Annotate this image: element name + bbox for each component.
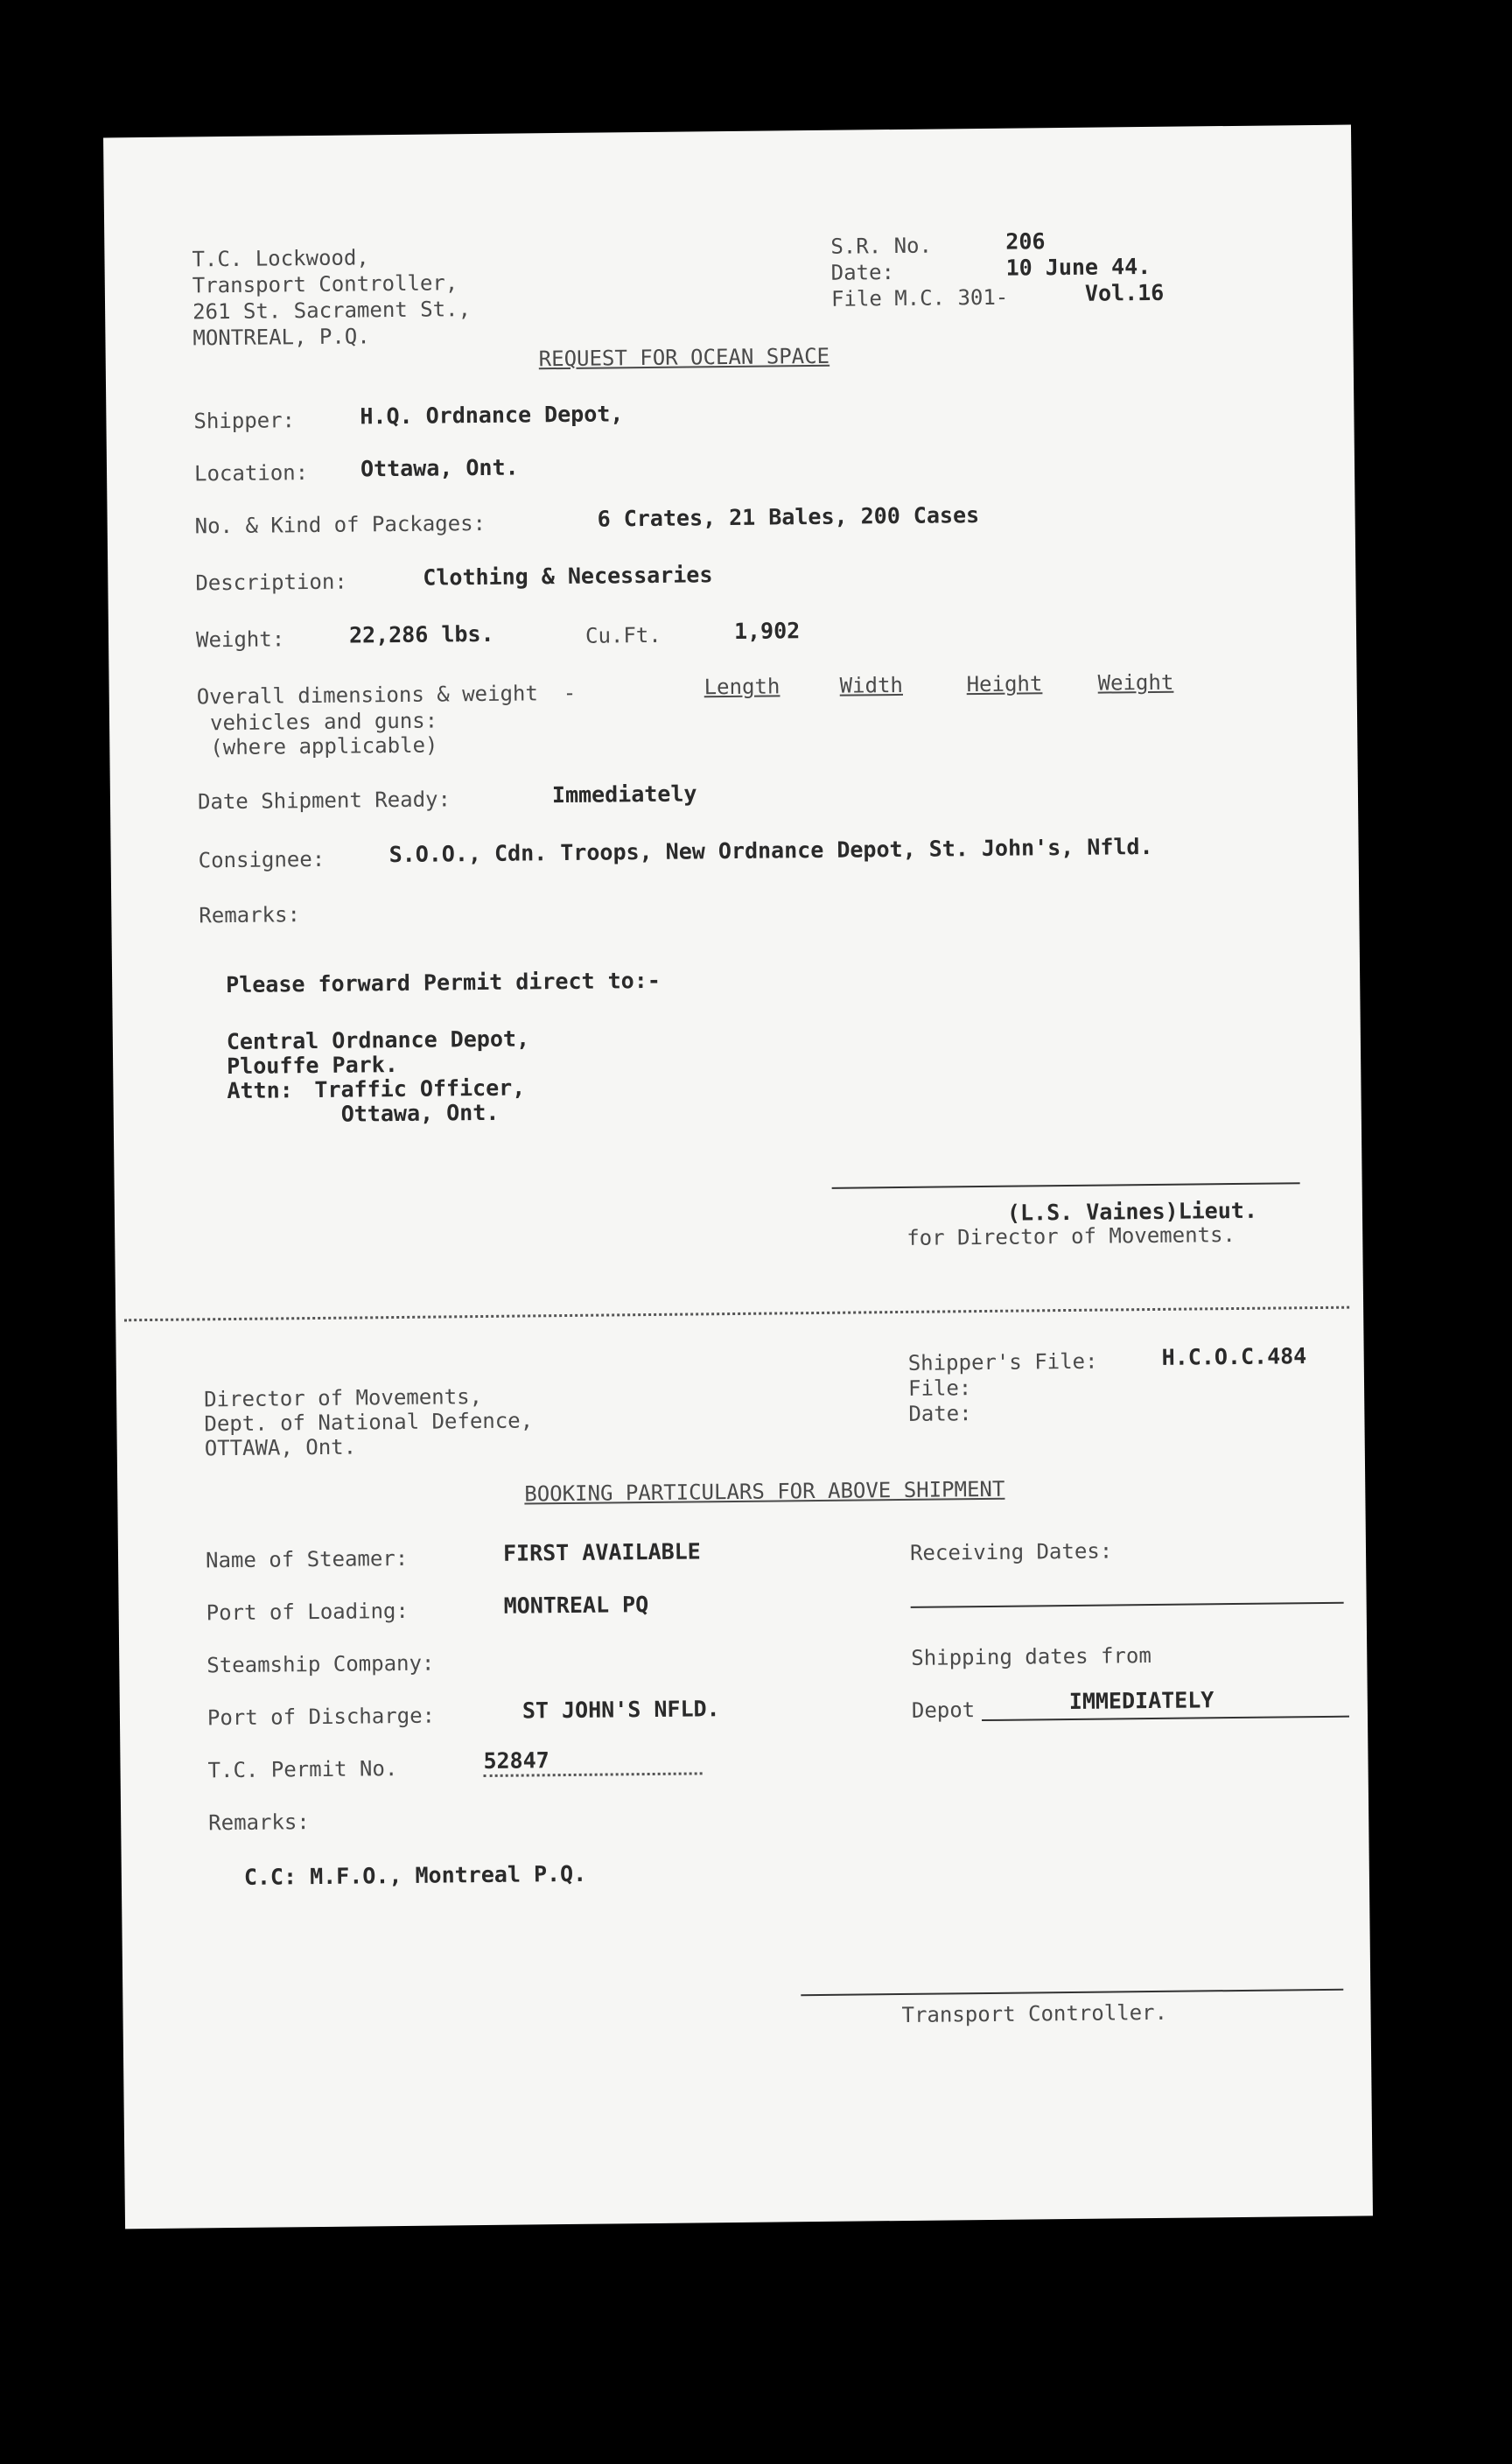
recipient-line: OTTAWA, Ont. [204,1434,357,1461]
receiving-label: Receiving Dates: [909,1538,1113,1565]
steamer-value: FIRST AVAILABLE [502,1538,701,1566]
signer-name: (L.S. Vaines)Lieut. [1006,1197,1258,1226]
ready-label: Date Shipment Ready: [197,787,452,815]
steamer-label: Name of Steamer: [205,1545,409,1573]
booking-remarks-value: C.C: M.F.O., Montreal P.Q. [243,1860,587,1890]
cuft-label: Cu.Ft. [584,622,662,648]
shipper-label: Shipper: [193,408,296,434]
permit-value: 52847 [483,1747,550,1774]
sender-line: T.C. Lockwood, [192,245,369,272]
booking-remarks-label: Remarks: [208,1810,310,1836]
dimensions-sub: vehicles and guns: [209,708,438,736]
recipient-line: Dept. of National Defence, [204,1408,534,1437]
date-label-2: Date: [908,1401,972,1426]
file-label-2: File: [907,1376,972,1401]
discharge-label: Port of Discharge: [206,1703,436,1731]
packages-label: No. & Kind of Packages: [194,510,486,539]
sr-value: 206 [1005,228,1046,255]
remarks-line: Central Ordnance Depot, [226,1026,530,1055]
company-label: Steamship Company: [206,1650,435,1678]
weight-label: Weight: [195,626,285,653]
recipient-line: Director of Movements, [203,1384,483,1412]
location-value: Ottawa, Ont. [360,454,519,482]
consignee-label: Consignee: [198,846,326,873]
sender-line: MONTREAL, P.Q. [192,324,370,351]
request-title: REQUEST FOR OCEAN SPACE [538,343,830,372]
signature-line [832,1182,1300,1189]
cuft-value: 1,902 [733,618,801,644]
controller-signature-line [801,1989,1343,1996]
discharge-value: ST JOHN'S NFLD. [522,1696,720,1724]
remarks-line: Plouffe Park. [227,1051,398,1080]
remarks-label: Remarks: [199,902,301,928]
description-value: Clothing & Necessaries [423,562,713,591]
shipper-value: H.Q. Ordnance Depot, [360,401,624,430]
location-label: Location: [193,460,309,486]
depot-label: Depot [911,1698,976,1723]
remarks-line: Traffic Officer, [314,1074,526,1102]
remarks-line: Attn: [227,1077,293,1104]
tear-line [124,1306,1349,1322]
booking-title: BOOKING PARTICULARS FOR ABOVE SHIPMENT [524,1476,1005,1507]
description-label: Description: [195,569,347,596]
sr-label: S.R. No. [830,233,933,259]
dimension-height: Height [966,671,1043,697]
loading-value: MONTREAL PQ [503,1592,649,1619]
loading-label: Port of Loading: [206,1598,410,1626]
file-label: File M.C. 301- [830,284,1009,312]
packages-value: 6 Crates, 21 Bales, 200 Cases [597,502,980,532]
shipper-file-value: H.C.O.C.484 [1161,1343,1307,1370]
receiving-line [911,1602,1344,1608]
signer-title: for Director of Movements. [906,1222,1236,1250]
weight-value: 22,286 lbs. [348,620,494,648]
dimensions-sub: (where applicable) [210,732,438,760]
dimensions-label: Overall dimensions & weight - [196,680,577,710]
depot-line [982,1716,1349,1721]
dimension-width: Width [839,672,904,698]
permit-label: T.C. Permit No. [207,1756,398,1783]
remarks-line: Please forward Permit direct to:- [226,967,662,998]
ready-value: Immediately [551,780,697,808]
shipper-file-label: Shipper's File: [907,1348,1098,1376]
dimension-length: Length [704,674,780,700]
sender-line: 261 St. Sacrament St., [192,297,472,325]
remarks-line: Ottawa, Ont. [340,1099,500,1127]
controller-signature-title: Transport Controller. [901,1999,1168,2028]
shipping-label: Shipping dates from [911,1643,1152,1670]
depot-value: IMMEDIATELY [1068,1687,1214,1715]
dimension-weight: Weight [1097,669,1174,696]
sender-line: Transport Controller, [192,270,458,298]
document-page [103,125,1373,2230]
consignee-value: S.O.O., Cdn. Troops, New Ordnance Depot, St. John's, Nfld. [388,833,1153,868]
file-value: Vol.16 [1084,279,1165,306]
date-label: Date: [830,260,895,285]
date-value: 10 June 44. [1005,253,1152,281]
